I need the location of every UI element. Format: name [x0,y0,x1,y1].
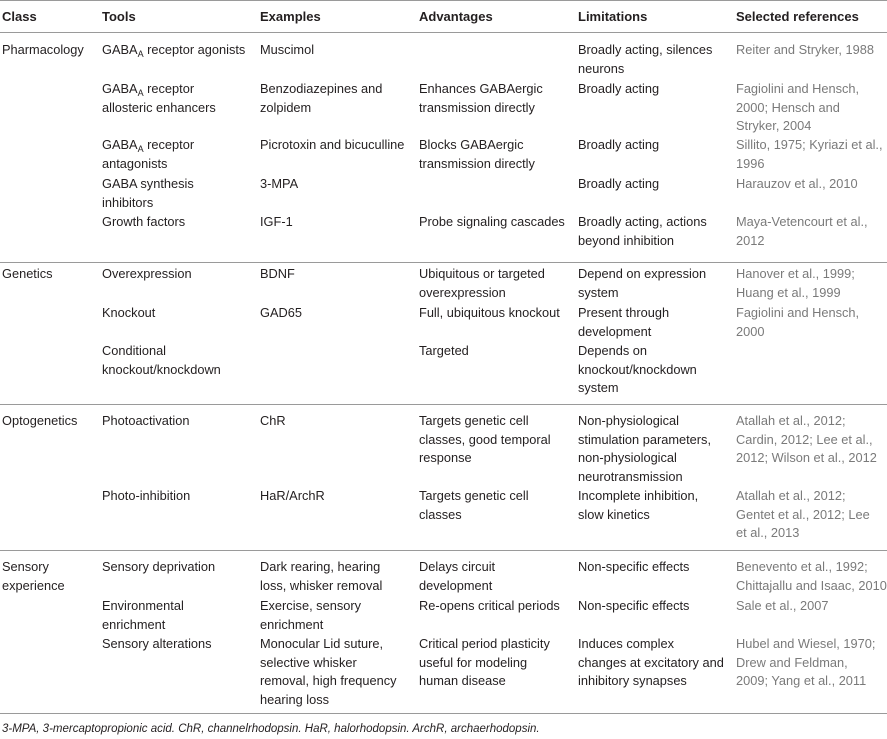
tool-cell [102,136,194,173]
header-examples: Examples [260,9,321,24]
limitations-cell: Broadly acting [578,137,660,152]
limitations-cell: Non-specific effects [578,559,690,574]
examples-cell: BDNF [260,266,295,281]
references-cell: Fagiolini and Hensch, 2000 [736,305,860,339]
tool-cell: GABA synthesis inhibitors [102,176,194,210]
class-genetics: Genetics [2,266,53,281]
limitations-cell: Non-physiological stimulation parameters, non-physiological neurotransmission [578,413,711,484]
references-cell: Atallah et al., 2012; Cardin, 2012; Lee et al., 2012; Wilson et al., 2012 [736,413,877,466]
advantages-cell: Targets genetic cell classes [419,488,529,522]
references-cell: Maya-Vetencourt et al., 2012 [736,214,868,248]
class-pharmacology: Pharmacology [2,42,84,57]
tool-subscript: A [137,49,144,59]
tool-subscript: A [137,144,144,154]
limitations-cell: Present through development [578,305,670,339]
examples-cell: 3-MPA [260,176,299,191]
limitations-cell: Broadly acting [578,176,660,191]
tool-cell [102,80,216,117]
advantages-cell: Targets genetic cell classes, good temporal response [419,413,551,466]
advantages-cell: Targeted [419,343,469,358]
references-cell: Benevento et al., 1992; Chittajallu and Isaac, 2010 [736,559,887,593]
tool-text: receptor agonists [143,42,246,57]
references-cell: Hubel and Wiesel, 1970; Drew and Feldman, 2009; Yang et al., 2011 [736,636,876,689]
table-bottom-rule [0,713,887,714]
limitations-cell: Non-specific effects [578,598,690,613]
tool-cell: Photo-inhibition [102,488,191,503]
tool-text: receptor allosteric enhancers [102,81,216,115]
class-optogenetics: Optogenetics [2,413,78,428]
tool-cell: Sensory alterations [102,636,212,651]
examples-cell: Dark rearing, hearing loss, whisker removal [260,559,383,593]
tool-text: GABA [102,81,138,96]
examples-cell: Exercise, sensory enrichment [260,598,361,632]
tool-cell: Photoactivation [102,413,190,428]
references-cell: Hanover et al., 1999; Huang et al., 1999 [736,266,855,300]
class-sensory-experience: Sensory experience [2,559,65,593]
limitations-cell: Depend on expression system [578,266,707,300]
limitations-cell: Incomplete inhibition, slow kinetics [578,488,699,522]
header-limitations: Limitations [578,9,648,24]
group-divider [0,262,887,263]
limitations-cell: Broadly acting, actions beyond inhibition [578,214,707,248]
examples-cell: GAD65 [260,305,302,320]
tool-cell: Conditional knockout/knockdown [102,343,221,377]
references-cell: Atallah et al., 2012; Gentet et al., 2012; Lee et al., 2013 [736,488,870,541]
tool-cell: Sensory deprivation [102,559,216,574]
references-cell: Harauzov et al., 2010 [736,176,858,191]
references-cell: Sillito, 1975; Kyriazi et al., 1996 [736,137,883,171]
tool-cell: Growth factors [102,214,186,229]
advantages-cell: Delays circuit development [419,559,496,593]
header-tools: Tools [102,9,136,24]
advantages-cell: Enhances GABAergic transmission directly [419,81,543,115]
advantages-cell: Full, ubiquitous knockout [419,305,560,320]
header-references: Selected references [736,9,859,24]
advantages-cell: Probe signaling cascades [419,214,565,229]
header-advantages: Advantages [419,9,493,24]
references-cell: Reiter and Stryker, 1988 [736,42,874,57]
examples-cell: HaR/ArchR [260,488,325,503]
tool-cell: Environmental enrichment [102,598,184,632]
examples-cell: IGF-1 [260,214,293,229]
group-divider [0,404,887,405]
tool-cell: Overexpression [102,266,192,281]
advantages-cell: Critical period plasticity useful for modeling human disease [419,636,550,689]
examples-cell: Picrotoxin and bicuculline [260,137,405,152]
table-header [0,0,887,33]
tool-text: receptor antagonists [102,137,195,171]
table-footnote: 3-MPA, 3-mercaptopropionic acid. ChR, channelrhodopsin. HaR, halorhodopsin. ArchR, archaerhodopsin. [2,723,540,735]
advantages-cell: Ubiquitous or targeted overexpression [419,266,545,300]
group-divider [0,550,887,551]
advantages-cell: Blocks GABAergic transmission directly [419,137,535,171]
examples-cell: Benzodiazepines and zolpidem [260,81,383,115]
limitations-cell: Depends on knockout/knockdown system [578,343,697,396]
tool-cell [102,41,245,60]
references-cell: Fagiolini and Hensch, 2000; Hensch and Stryker, 2004 [736,81,860,134]
examples-cell: Monocular Lid suture, selective whisker removal, high frequency hearing loss [260,636,397,707]
tool-cell: Knockout [102,305,156,320]
advantages-cell: Re-opens critical periods [419,598,560,613]
references-cell: Sale et al., 2007 [736,598,829,613]
tool-subscript: A [137,88,144,98]
header-class: Class [2,9,37,24]
limitations-cell: Broadly acting [578,81,660,96]
tool-text: GABA [102,42,138,57]
tool-text: GABA [102,137,138,152]
limitations-cell: Induces complex changes at excitatory and inhibitory synapses [578,636,724,689]
limitations-cell: Broadly acting, silences neurons [578,42,713,76]
examples-cell: Muscimol [260,42,315,57]
examples-cell: ChR [260,413,286,428]
